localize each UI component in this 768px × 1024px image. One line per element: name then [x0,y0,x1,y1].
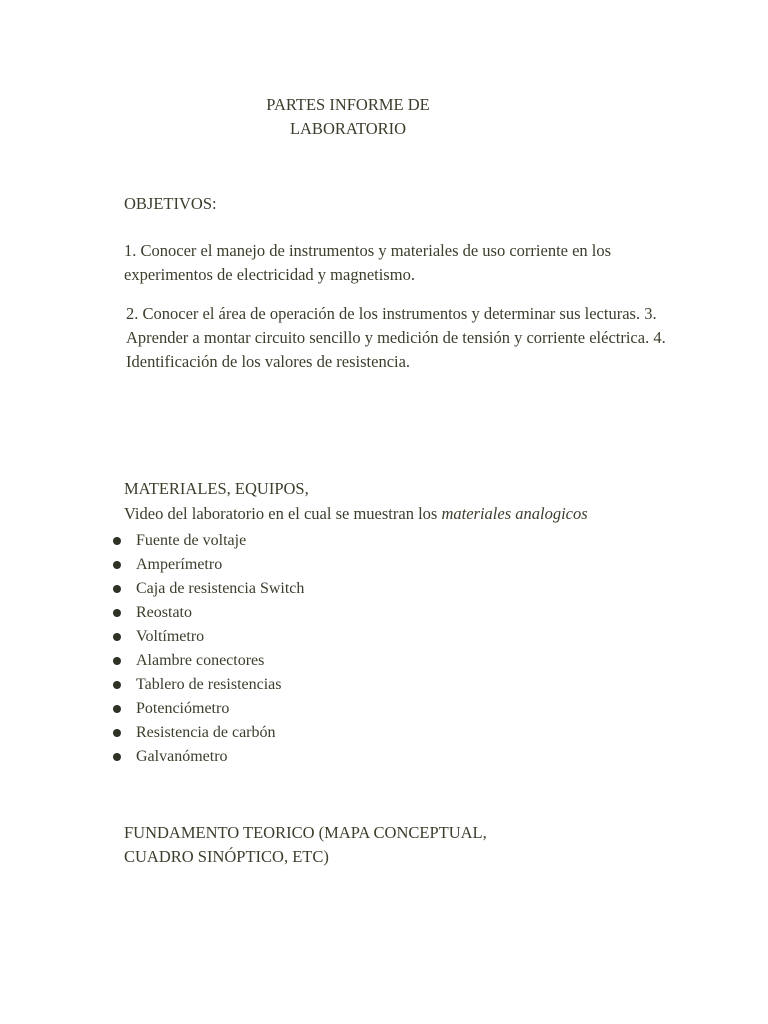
list-item-label: Voltímetro [136,628,205,645]
bullet-icon [113,633,121,641]
list-item-label: Potenciómetro [136,700,230,717]
list-item [108,577,304,601]
list-item [108,697,304,721]
list-item [108,601,304,625]
list-item-label: Caja de resistencia Switch [136,580,305,597]
list-item [108,553,304,577]
objetivo-items-2-4: 2. Conocer el área de operación de los instrumentos y determinar sus lecturas. 3. Aprender a montar circuito sencillo y medición de tensión y corriente eléctrica. 4. Identificación de los valores de resistencia. [126,304,666,371]
video-description [124,502,684,526]
objetivo-item-1: 1. Conocer el manejo de instrumentos y materiales de uso corriente en los experimentos de electricidad y magnetismo. [124,241,612,284]
list-item-label: Tablero de resistencias [136,676,282,693]
bullet-icon [113,681,121,689]
materiales-heading: MATERIALES, EQUIPOS, [124,479,309,498]
list-item [108,745,304,769]
bullet-icon [113,729,121,737]
bullet-icon [113,609,121,617]
video-text: Video del laboratorio en el cual se muestran los [124,504,442,523]
list-item-label: Amperímetro [136,556,223,573]
video-emphasis: materiales analogicos [441,504,588,523]
list-item [108,649,304,673]
objetivos-heading: OBJETIVOS: [124,194,217,213]
bullet-icon [113,561,121,569]
list-item-label: Alambre conectores [136,652,265,669]
list-item [108,529,304,553]
fundamento-line-2: CUADRO SINÓPTICO, ETC) [124,847,329,866]
list-item [108,673,304,697]
list-item-label: Galvanómetro [136,748,228,765]
bullet-icon [113,585,121,593]
list-item-label: Reostato [136,604,192,621]
list-item-label: Fuente de voltaje [136,532,247,549]
materiales-list [108,529,304,769]
bullet-icon [113,705,121,713]
fundamento-line-1: FUNDAMENTO TEORICO (MAPA CONCEPTUAL, [124,823,487,842]
title-line-2: LABORATORIO [289,119,407,138]
bullet-icon [113,537,121,545]
list-item [108,625,304,649]
bullet-icon [113,753,121,761]
list-item-label: Resistencia de carbón [136,724,276,741]
document-title [0,93,696,141]
title-line-1: PARTES INFORME DE [266,95,430,114]
fundamento-heading [124,821,684,869]
bullet-icon [113,657,121,665]
list-item [108,721,304,745]
